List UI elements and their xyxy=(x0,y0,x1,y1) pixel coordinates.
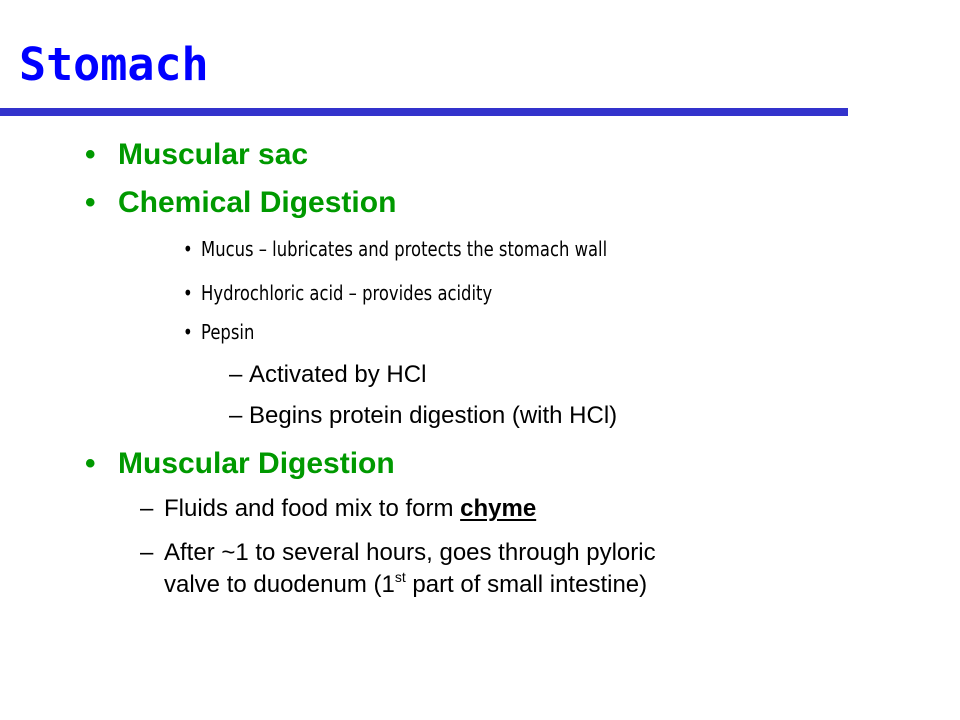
dash-item-after-hours-continuation xyxy=(164,570,647,600)
dash-item-text xyxy=(164,494,536,524)
bullet-text: Chemical Digestion xyxy=(118,186,397,219)
bullet-marker: • xyxy=(85,138,96,171)
bullet-marker: • xyxy=(85,186,96,219)
keyword-chyme: chyme xyxy=(460,495,537,522)
dash-marker: – xyxy=(229,361,243,388)
sub-bullet-text: Mucus – lubricates and protects the stomach wall xyxy=(201,237,608,261)
dash-item-text-line-2-suffix: part of small intestine) xyxy=(405,571,648,598)
sub-bullet-marker: • xyxy=(183,237,193,261)
dash-item-text-prefix: Fluids and food mix to form xyxy=(164,495,461,522)
sub-bullet-marker: • xyxy=(183,281,193,305)
dash-marker: – xyxy=(140,495,154,522)
bullet-text: Muscular sac xyxy=(118,138,309,171)
sub-bullet-text: Pepsin xyxy=(201,320,255,344)
dash-item-text: Begins protein digestion (with HCl) xyxy=(249,402,618,429)
bullet-text: Muscular Digestion xyxy=(118,447,395,480)
dash-marker: – xyxy=(140,539,154,566)
sub-bullet-text: Hydrochloric acid – provides acidity xyxy=(201,281,493,305)
dash-item-text: Activated by HCl xyxy=(249,361,427,388)
bullet-marker: • xyxy=(85,447,96,480)
title-underline-rule xyxy=(0,108,848,116)
ordinal-superscript: st xyxy=(394,569,406,585)
dash-item-text-line-2-prefix: valve to duodenum (1 xyxy=(164,571,395,598)
dash-item-text-line-1: After ~1 to several hours, goes through pyloric xyxy=(164,539,656,566)
dash-marker: – xyxy=(229,402,243,429)
sub-bullet-marker: • xyxy=(183,320,193,344)
slide-title: Stomach xyxy=(19,38,209,91)
